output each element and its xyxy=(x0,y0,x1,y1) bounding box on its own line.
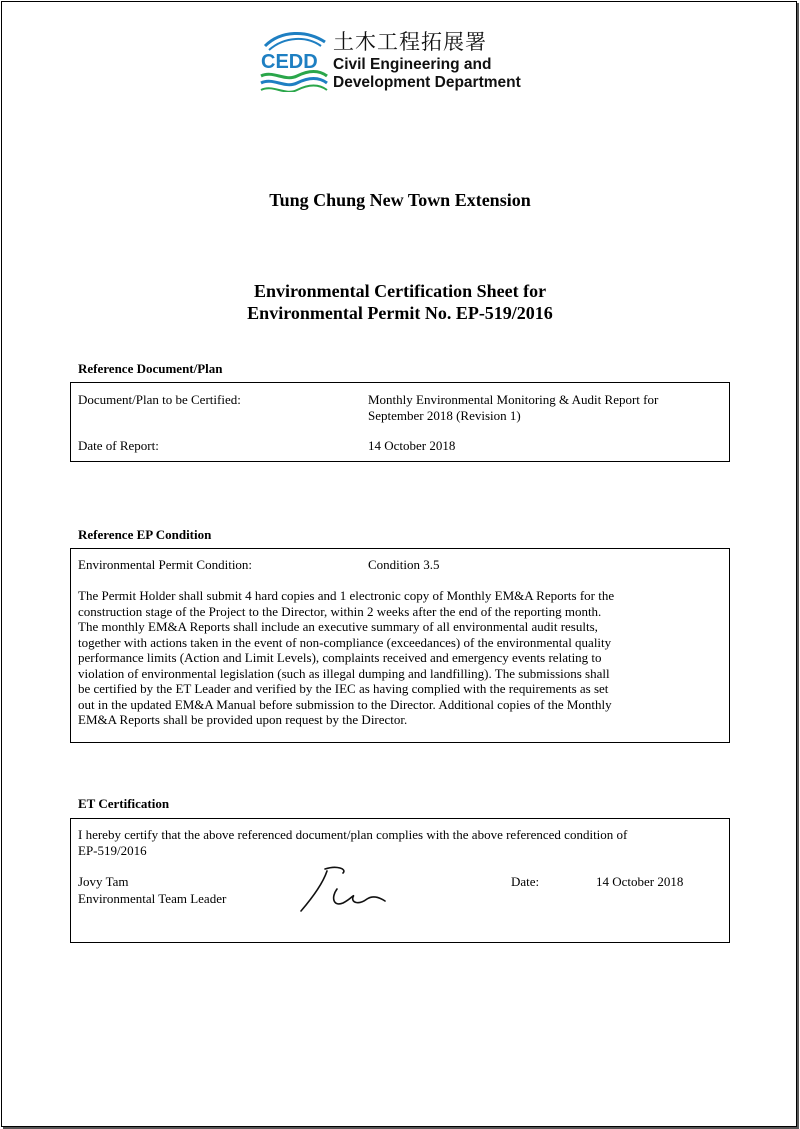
ep-text-line: construction stage of the Project to the Director, within 2 weeks after the end of the reporting month. xyxy=(78,603,602,619)
reference-document-heading: Reference Document/Plan xyxy=(78,361,223,376)
logo-english-line2: Development Department xyxy=(333,74,521,91)
ep-text-line: The Permit Holder shall submit 4 hard copies and 1 electronic copy of Monthly EM&A Reports for the xyxy=(78,588,615,603)
reference-document-box xyxy=(70,382,730,462)
cert-date-label: Date: xyxy=(511,874,540,889)
logo-english-name xyxy=(333,56,521,92)
signature-image xyxy=(297,863,387,919)
statement-line1: I hereby certify that the above referenced document/plan complies with the above referenced condition of xyxy=(78,827,628,842)
et-certification-heading: ET Certification xyxy=(78,796,170,811)
statement-line2: EP-519/2016 xyxy=(78,842,147,858)
logo-chinese-name: 土木工程拓展署 xyxy=(333,30,487,54)
doc-label: Document/Plan to be Certified: xyxy=(78,392,241,407)
sheet-title-line1: Environmental Certification Sheet for xyxy=(253,281,547,301)
sheet-title xyxy=(0,280,800,324)
cedd-logo-icon xyxy=(259,26,329,92)
ep-condition-text xyxy=(78,588,723,728)
sheet-title-line2: Environmental Permit No. EP-519/2016 xyxy=(247,303,553,323)
signatory-role: Environmental Team Leader xyxy=(78,891,227,906)
reference-ep-box xyxy=(70,548,730,743)
ep-text-line: violation of environmental legislation (such as illegal dumping and landfilling). The submissions shall xyxy=(78,665,610,681)
ep-text-line: be certified by the ET Leader and verified by the IEC as having complied with the requirements as set xyxy=(78,681,609,696)
certification-statement xyxy=(78,827,723,858)
doc-value-line2: September 2018 (Revision 1) xyxy=(368,407,521,423)
doc-value-line1: Monthly Environmental Monitoring & Audit Report for xyxy=(368,392,659,407)
cert-date-value: 14 October 2018 xyxy=(596,874,684,889)
logo-english-line1: Civil Engineering and xyxy=(333,56,492,73)
signatory-name: Jovy Tam xyxy=(78,874,129,889)
cedd-logo xyxy=(257,24,557,96)
et-certification-box xyxy=(70,818,730,943)
ep-text-line: out in the updated EM&A Manual before submission to the Director. Additional copies of the Monthly xyxy=(78,696,612,712)
ep-text-line: The monthly EM&A Reports shall include an executive summary of all environmental audit results, xyxy=(78,619,598,634)
ep-condition-value: Condition 3.5 xyxy=(368,557,440,572)
ep-text-line: together with actions taken in the event of non-compliance (exceedances) of the environmental quality xyxy=(78,634,612,650)
project-title: Tung Chung New Town Extension xyxy=(269,190,531,210)
doc-value xyxy=(368,392,718,423)
date-of-report-value: 14 October 2018 xyxy=(368,438,456,453)
ep-condition-label: Environmental Permit Condition: xyxy=(78,557,253,572)
reference-ep-heading: Reference EP Condition xyxy=(78,527,212,542)
ep-text-line: performance limits (Action and Limit Levels), complaints received and emergency events relating to xyxy=(78,650,602,665)
svg-text:CEDD: CEDD xyxy=(261,51,318,73)
date-of-report-label: Date of Report: xyxy=(78,438,159,453)
ep-text-line: EM&A Reports shall be provided upon request by the Director. xyxy=(78,712,408,727)
